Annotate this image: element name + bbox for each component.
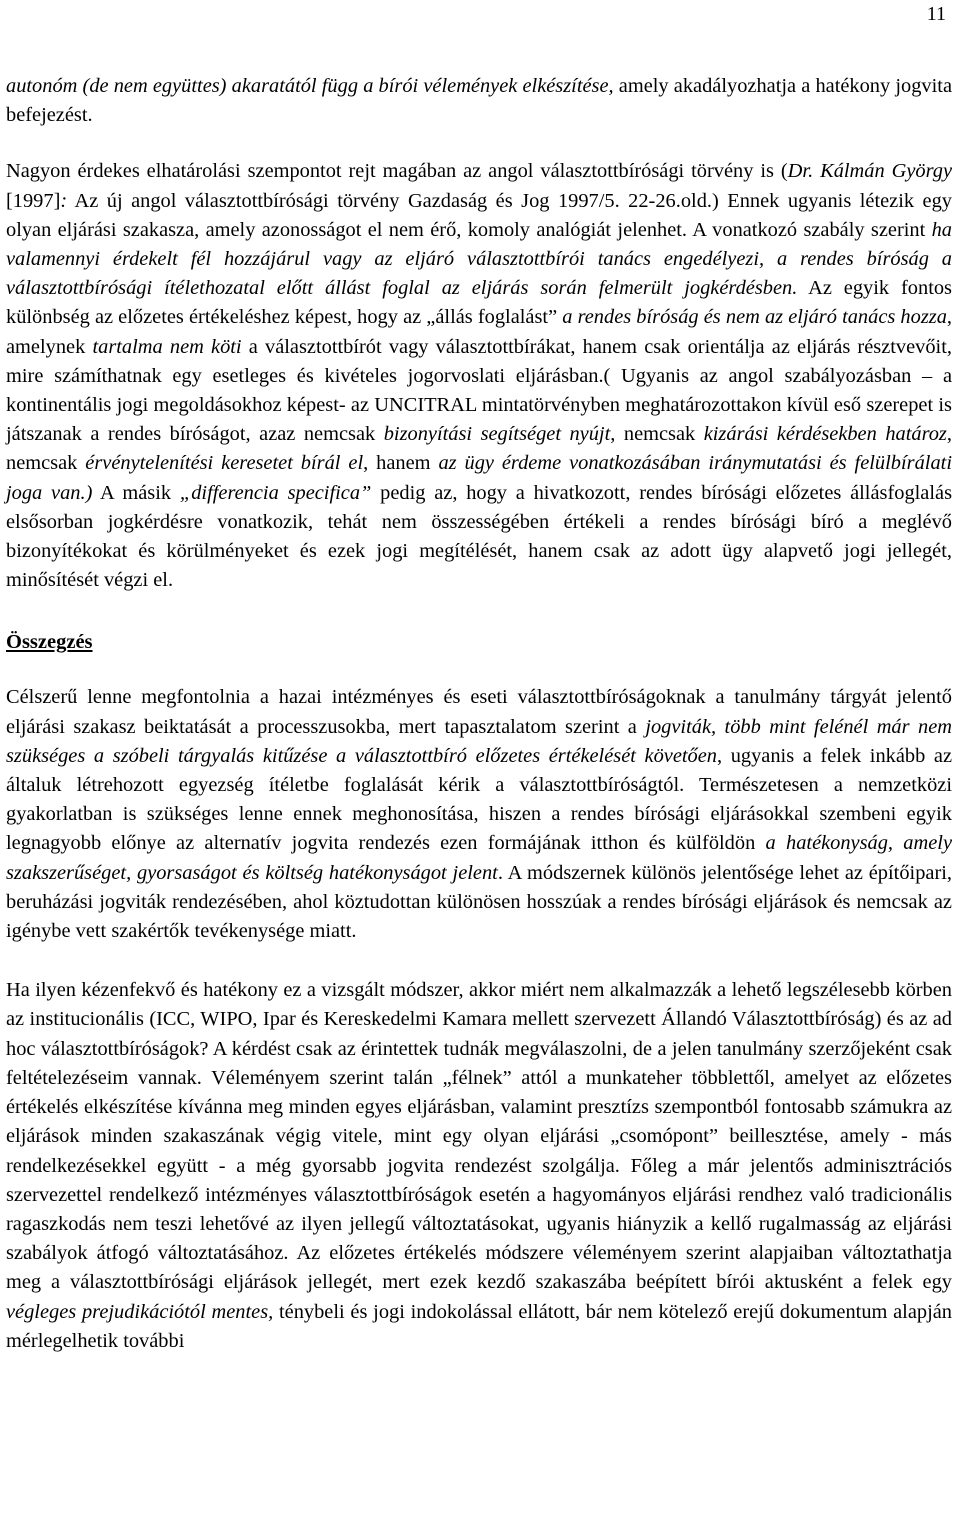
paragraph-3 xyxy=(6,683,952,946)
text-italic: : xyxy=(60,189,68,212)
text: , ugyanis a felek inkább az általuk létrehozott egyezség ítéletbe foglalását kérik a választottbíróságtól. Természetesen a nemzetközi gyakorlatban is szükséges lenne ennek meghonosítása, hiszen a rendes bírósági eljárásokkal szembeni egyik legnagyobb előnye az alternatív jogvita rendezés ezen formájának itthon és külföldön xyxy=(6,744,953,855)
text: A másik xyxy=(92,481,180,504)
text: , nemcsak xyxy=(6,423,952,475)
text-italic: ha valamennyi érdekelt fél hozzájárul vagy az eljáró választottbírói tanács engedélyezi, a rendes bíróság a választottbírósági ítélethozatal előtt állást foglal az eljárás során felmerült jogkérdésben. xyxy=(6,218,952,300)
section-heading: Összegzés xyxy=(6,631,93,654)
text: Az új angol választottbírósági törvény Gazdaság és Jog 1997/5. 22-26.old.) Ennek ugyanis létezik egy olyan eljárási szakasza, amely azonosságot el nem érő, komoly analógiát jelenhet. A vonatkozó szabály szerint xyxy=(6,189,952,241)
paragraph-1 xyxy=(6,72,952,130)
text-italic: autonóm (de nem együttes) akaratától függ a bírói vélemények elkészítése, xyxy=(6,75,614,97)
text: pedig az, hogy a hivatkozott, rendes bírósági előzetes állásfoglalás elsősorban jogkérdésre vonatkozik, tehát nem összességében értékeli a rendes bírósági bíró a meglévő bizonyítékokat és körülményeket és ezek jogi megítélését, hanem csak az adott ügy alapvető jogi jellegét, minősítését végzi el. xyxy=(6,481,953,592)
text: . A módszernek különös jelentősége lehet az építőipari, beruházási jogviták rendezésében, ahol köztudottan különösen hosszúak a rendes bírósági eljárások és nemcsak az igénybe vett szakértők tevékenysége miatt. xyxy=(6,861,952,943)
text: Ha ilyen kézenfekvő és hatékony ez a vizsgált módszer, akkor miért nem alkalmazzák a lehető legszélesebb körben az institucionális (ICC, WIPO, Ipar és Kereskedelmi Kamara mellett szervezett Állandó Választottbíróság) és az ad hoc választottbíróságok? A kérdést csak az érintettek tudnák megválaszolni, de a jelen tanulmány szerzőjeként csak feltételezéseim vannak. Véleményem szerint talán „félnek” attól a munkateher többlettől, amelyet az előzetes értékelés elkészítése kívánna meg minden egyes eljárásban, valamint presztízs szempontból fontosabb számukra az eljárások minden szakaszának végig vitele, mint egy olyan eljárási „csomópont” beillesztése, amely - más rendelkezésekkel együtt - a még gyorsabb jogvita rendezést szolgálja. Főleg a már jelentős adminisztrációs szervezettel rendelkező intézményes választottbíróságok esetén a hagyományos eljárási rendhez való tradicionális ragaszkodás nem teszi lehetővé az ilyen jellegű változtatásokat, ugyanis hiányzik a kellő rugalmasság az eljárási szabályok átfogó változtatásához. Az előzetes értékelés módszere véleményem szerint alapjaiban változtathatja meg a választottbírósági eljárások jellegét, mert ezek kezdő szakaszába beépített bírói aktusként a felek egy xyxy=(6,979,952,1294)
author-name: Dr. Kálmán György xyxy=(787,160,952,183)
document-body xyxy=(6,72,952,1356)
text-italic: jogviták, több mint felénél már nem szükséges a szóbeli tárgyalás kitűzése a választottbíró előzetes értékelését követően xyxy=(6,715,952,767)
text: , nemcsak xyxy=(610,423,704,446)
paragraph-4 xyxy=(6,976,952,1356)
text: Az egyik fontos különbség az előzetes értékeléshez képest, hogy az „állás foglalást” xyxy=(6,277,952,329)
text: Nagyon érdekes elhatárolási szempontot rejt magában az angol választottbírósági törvény is ( xyxy=(6,160,788,183)
text-italic: érvénytelenítési keresetet bírál el xyxy=(85,452,364,475)
text: a választottbírót vagy választottbírákat, hanem csak orientálja az eljárás résztvevőit, mire számíthatnak egy esetleges és kivételes jogorvoslati eljárásban.( Ugyanis az angol szabályozásban – a kontinentális jogi megoldásokhoz képest- az UNCITRAL mintatörvényben meghatározottakon kívül eső szerepet is játszanak a rendes bíróságot, azaz nemcsak xyxy=(6,335,952,446)
text: [1997] xyxy=(6,189,61,212)
text: , amelynek xyxy=(6,306,952,358)
text-italic: végleges prejudikációtól mentes, xyxy=(6,1300,274,1323)
text: ténybeli és jogi indokolással ellátott, bár nem kötelező erejű dokumentum alapján mérlegelhetik további xyxy=(6,1300,952,1352)
paragraph-2 xyxy=(6,157,952,595)
text: amely akadályozhatja a hatékony jogvita befejezést. xyxy=(6,75,953,127)
text-italic: az ügy érdeme vonatkozásában iránymutatási és felülbírálati joga van.) xyxy=(6,452,952,504)
text: Célszerű lenne megfontolnia a hazai intézményes és eseti választottbíróságoknak a tanulmány tárgyát jelentő eljárási szakasz beiktatását a processzusokba, mert tapasztalatom szerint a xyxy=(6,686,952,738)
text-italic: „differencia specifica” xyxy=(179,481,372,504)
text-italic: a hatékonyság, amely szakszerűséget, gyorsaságot és költség hatékonyságot jelent xyxy=(6,832,952,884)
text-italic: kizárási kérdésekben határoz xyxy=(703,423,947,446)
text: , hanem xyxy=(363,452,439,475)
text-italic: a rendes bíróság és nem az eljáró tanács hozza xyxy=(562,306,947,329)
page-number: 11 xyxy=(926,3,946,25)
text-italic: tartalma nem köti xyxy=(92,335,242,358)
text-italic: bizonyítási segítséget nyújt xyxy=(383,423,611,446)
